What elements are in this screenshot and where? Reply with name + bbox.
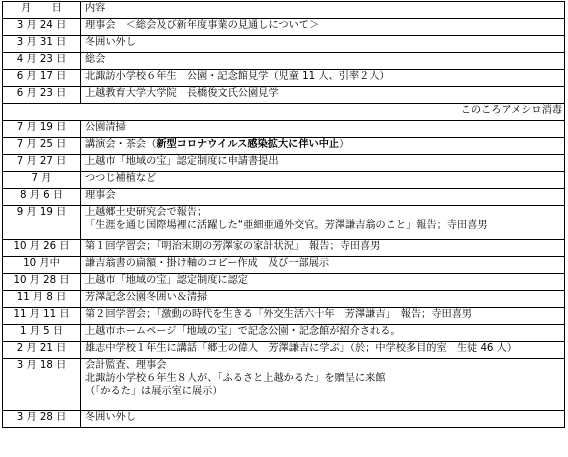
row-date: 9 月 19 日 [3,206,81,240]
row-content: 冬囲い外し [81,411,565,428]
table-row [3,359,565,411]
row-content: 理事会 ＜総会及び新年度事業の見通しについて＞ [81,19,565,36]
table-row [3,172,565,189]
row-date: 7 月 25 日 [3,138,81,155]
event-label-close: ） [339,139,350,150]
event-label: 講演会・茶会（ [85,139,157,150]
row-date: 7 月 19 日 [3,121,81,138]
table-row [3,70,565,87]
row-date: 3 月 31 日 [3,36,81,53]
row-date: 3 月 24 日 [3,19,81,36]
row-date: 11 月 11 日 [3,308,81,325]
table-row [3,308,565,325]
row-content: 理事会 [81,189,565,206]
table-row [3,206,565,240]
table-row [3,325,565,342]
content-line: 上越郷土史研究会で報告； [85,207,208,218]
row-date: 1 月 5 日 [3,325,81,342]
row-date: 10 月 26 日 [3,240,81,257]
row-date: 10 月中 [3,257,81,274]
row-date: 4 月 23 日 [3,53,81,70]
table-row [3,36,565,53]
table-row [3,291,565,308]
row-date: 3 月 18 日 [3,359,81,411]
row-content: 公園清掃 [81,121,565,138]
row-date: 11 月 8 日 [3,291,81,308]
row-content: 上越市「地域の宝」認定制度に認定 [81,274,565,291]
row-date: 8 月 6 日 [3,189,81,206]
row-content: 冬囲い外し [81,36,565,53]
table-row [3,257,565,274]
header-date: 月 日 [3,2,81,19]
table-row [3,138,565,155]
row-content [81,359,565,411]
row-date: 2 月 21 日 [3,342,81,359]
row-content: つつじ補植など [81,172,565,189]
row-content: 北諏訪小学校６年生 公園・記念館見学（児童 11 人、引率２人） [81,70,565,87]
row-date: 7 月 27 日 [3,155,81,172]
table-row [3,155,565,172]
row-date: 3 月 28 日 [3,411,81,428]
content-line: 「生涯を通じ国際場裡に活躍した“亜細亜通外交官。芳澤謙吉翁のこと」報告；寺田喜男 [85,220,488,231]
row-content: 芳澤記念公園冬囲い＆清掃 [81,291,565,308]
table-row [3,87,565,104]
row-content: 雄志中学校１年生に講話「郷土の偉人 芳澤謙吉に学ぶ」（於；中学校多目的室 生徒 46 人） [81,342,565,359]
row-content: 上越市「地域の宝」認定制度に申請書提出 [81,155,565,172]
row-content: 上越教育大学大学院 長橋俊文氏公園見学 [81,87,565,104]
row-content: 総会 [81,53,565,70]
row-content: 第１回学習会；「明治末期の芳澤家の家計状況」 報告；寺田喜男 [81,240,565,257]
table-row [3,189,565,206]
table-row [3,411,565,428]
row-content: 謙吉翁書の扁額・掛け軸のコピー作成 及び一部展示 [81,257,565,274]
header-content: 内容 [81,2,565,19]
row-date: 10 月 28 日 [3,274,81,291]
row-content [81,206,565,240]
header-row [3,2,565,19]
row-date: 6 月 23 日 [3,87,81,104]
row-date: 7 月 [3,172,81,189]
table-row [3,19,565,36]
row-date: 6 月 17 日 [3,70,81,87]
row-content: 上越市ホームページ「地域の宝」で記念公園・記念館が紹介される。 [81,325,565,342]
activity-schedule-table [2,1,565,428]
table-row [3,342,565,359]
seasonal-note: このころアメシロ消毒 [3,104,565,121]
content-line: （「かるた」は展示室に展示） [85,386,223,397]
row-content: 第２回学習会；「激動の時代を生きる「外交生活六十年 芳澤謙吉」 報告；寺田喜男 [81,308,565,325]
content-line: 北諏訪小学校６年生８人が、「ふるさと上越かるた」を贈呈に来館 [85,373,386,384]
row-content [81,138,565,155]
note-row [3,104,565,121]
table-row [3,274,565,291]
table-row [3,240,565,257]
content-line: 会計監査、理事会 [85,360,167,371]
cancellation-notice: 新型コロナウイルス感染拡大に伴い中止 [156,139,340,150]
table-row [3,121,565,138]
table-row [3,53,565,70]
